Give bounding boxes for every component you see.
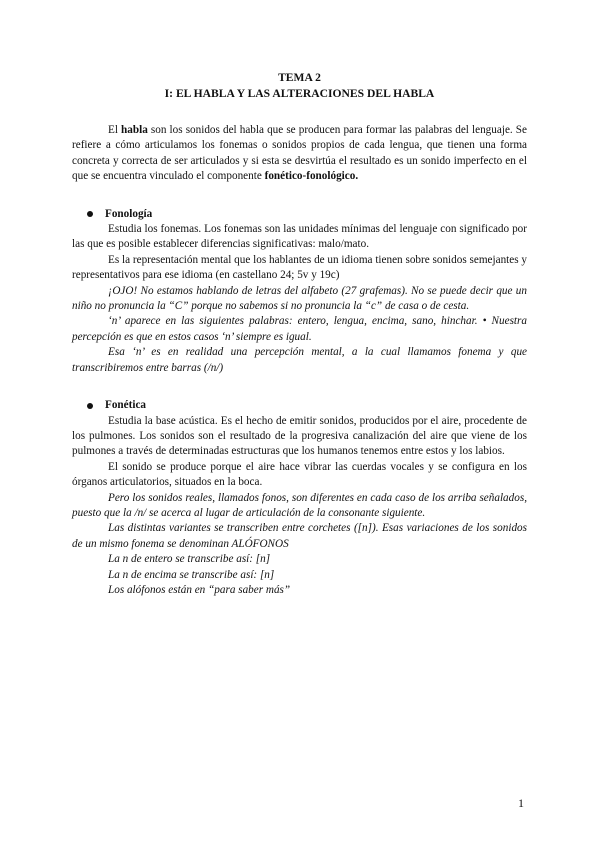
fonetica-paragraph-1: Estudia la base acústica. Es el hecho de emitir sonidos, producidos por el aire, procedente de los pulmones. Los sonidos son el resultado de la progresiva canalización del aire que viene de los pulmones a través de determinadas estructuras que los humanos tenemos entre estos y los labios. bbox=[72, 414, 527, 458]
page-title: I: EL HABLA Y LAS ALTERACIONES DEL HABLA bbox=[164, 87, 435, 100]
fonologia-paragraph-4: ‘n’ aparece en las siguientes palabras: entero, lengua, encima, sano, hinchar. • Nuestra percepción es que en estos casos ‘n’ siempre es igual. bbox=[72, 315, 527, 343]
document-page bbox=[72, 70, 527, 598]
intro-pre: El bbox=[108, 124, 122, 136]
fonetica-line-1: La n de entero se transcribe así: [n] bbox=[108, 553, 271, 566]
bullet-icon bbox=[87, 211, 93, 217]
tema-label: TEMA 2 bbox=[278, 71, 321, 84]
fonetica-paragraph-2: El sonido se produce porque el aire hace vibrar las cuerdas vocales y se configura en los órganos articulatorios, situados en la boca. bbox=[72, 460, 527, 489]
fonologia-paragraph-3: ¡OJO! No estamos hablando de letras del alfabeto (27 grafemas). No se puede decir que un niño no pronuncia la “C” porque no sabemos si no pronuncia la “c” de casa o de cesta. bbox=[72, 284, 527, 313]
fonologia-paragraph-1: Estudia los fonemas. Los fonemas son las unidades mínimas del lenguaje con significado por las que es posible establecer diferencias significativas: malo/mato. bbox=[72, 223, 527, 251]
fonologia-paragraph-2: Es la representación mental que los hablantes de un idioma tienen sobre sonidos semejantes y representativos para ese idioma (en castellano 24; 5v y 19c) bbox=[72, 253, 527, 282]
intro-bold-end: fonético-fonológico. bbox=[264, 170, 359, 183]
page-number: 1 bbox=[518, 796, 524, 810]
fonologia-heading bbox=[72, 207, 527, 222]
fonetica-paragraph-4: Las distintas variantes se transcriben entre corchetes ([n]). Esas variaciones de los sonidos de un mismo fonema se denominan ALÓFONOS bbox=[72, 522, 527, 550]
fonetica-line-2: La n de encima se transcribe así: [n] bbox=[108, 568, 275, 581]
fonologia-heading-text: Fonología bbox=[105, 207, 153, 220]
intro-paragraph bbox=[72, 123, 527, 185]
intro-bold-term: habla bbox=[121, 124, 148, 136]
intro-body: son los sonidos del habla que se producen para formar las palabras del lenguaje. Se refiere a cómo articulamos los fonemas o sonidos propios de cada lengua, que tienen una forma concreta y correcta de ser articulados y si esta se desvirtúa el resultado es un sonido imperfecto en el que se encuentra vinculado el componente bbox=[72, 124, 527, 183]
fonologia-paragraph-5: Esa ‘n’ es en realidad una percepción mental, a la cual llamamos fonema y que transcribiremos entre barras (/n/) bbox=[72, 346, 527, 374]
bullet-icon bbox=[87, 403, 93, 409]
fonetica-heading-text: Fonética bbox=[105, 399, 147, 412]
fonetica-line-3: Los alófonos están en “para saber más” bbox=[108, 583, 291, 596]
fonetica-paragraph-3: Pero los sonidos reales, llamados fonos, son diferentes en cada caso de los arriba señalados, puesto que la /n/ se acerca al lugar de articulación de la consonante siguiente. bbox=[72, 491, 527, 519]
fonetica-heading bbox=[72, 398, 527, 413]
